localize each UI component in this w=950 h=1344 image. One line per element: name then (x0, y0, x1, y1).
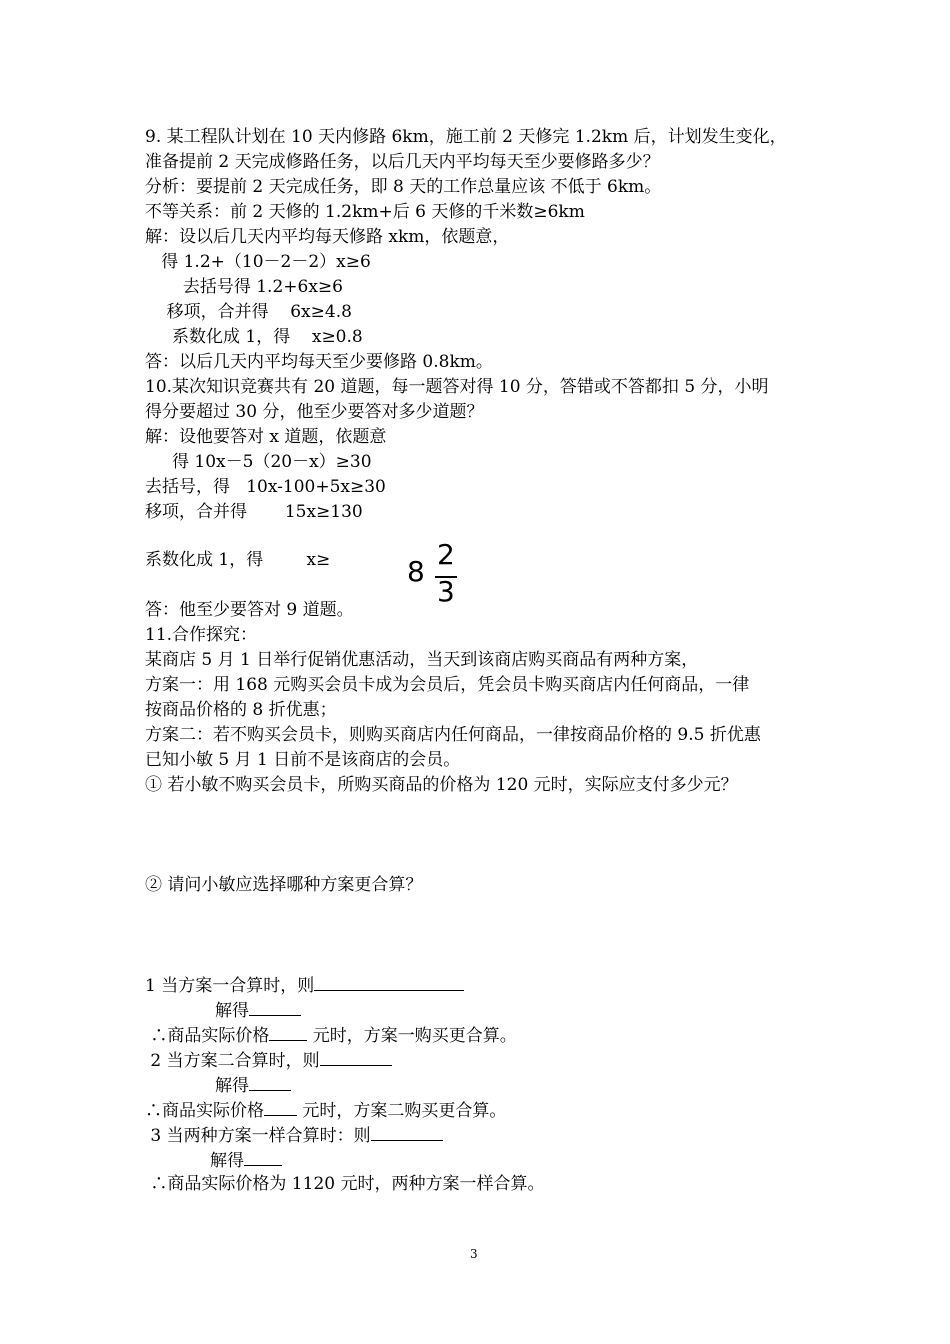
case-3-solve-line (210, 1147, 282, 1173)
case-2-solve-line (215, 1072, 291, 1098)
text-line: 不等关系：前 2 天修的 1.2km+后 6 天修的千米数≥6km (145, 202, 585, 222)
fraction-whole: 8 (407, 555, 425, 588)
text-line: 方案二：若不购买会员卡，则购买商店内任何商品，一律按商品价格的 9.5 折优惠 (145, 725, 761, 745)
text-line: 准备提前 2 天完成修路任务，以后几天内平均每天至少要修路多少？ (145, 152, 660, 172)
solve-label: 解得 (210, 1151, 244, 1171)
text-line: 得分要超过 30 分，他至少要答对多少道题？ (145, 402, 484, 422)
result-label: 元时，方案一购买更合算。 (307, 1026, 517, 1046)
case-2-label: 2 当方案二合算时，则 (145, 1051, 320, 1071)
text-line: 去括号，得 10x-100+5x≥30 (145, 477, 386, 497)
text-line: 得 10x－5（20－x）≥30 (145, 452, 372, 472)
case-1-line (145, 972, 464, 998)
case-2-result-line (145, 1097, 506, 1123)
answer-blank[interactable] (320, 1047, 392, 1066)
question-2: ② 请问小敏应选择哪种方案更合算？ (145, 875, 423, 895)
case-1-label: 1 当方案一合算时，则 (145, 976, 315, 996)
text-line: 9. 某工程队计划在 10 天内修路 6km，施工前 2 天修完 1.2km 后，计划发生变化， (145, 127, 787, 147)
result-label: ∴商品实际价格 (145, 1026, 270, 1046)
text-line: 10.某次知识竞赛共有 20 道题，每一题答对得 10 分，答错或不答都扣 5 分，小明 (145, 377, 769, 397)
answer-blank[interactable] (244, 1147, 282, 1166)
text-line: 已知小敏 5 月 1 日前不是该商店的会员。 (145, 750, 461, 770)
text-line: 某商店 5 月 1 日举行促销优惠活动，当天到该商店购买商品有两种方案， (145, 650, 699, 670)
page-number: 3 (470, 1247, 478, 1261)
case-3-label: 3 当两种方案一样合算时：则 (145, 1126, 371, 1146)
text-line: 11.合作探究： (145, 625, 258, 645)
question-1: ① 若小敏不购买会员卡，所购买商品的价格为 120 元时，实际应支付多少元？ (145, 775, 738, 795)
fraction-denominator: 3 (437, 575, 455, 608)
fraction-numerator: 2 (437, 538, 455, 571)
text-line: 按商品价格的 8 折优惠； (145, 700, 337, 720)
solve-label: 解得 (215, 1076, 249, 1096)
case-1-result-line (145, 1022, 517, 1048)
case-3-result-line: ∴商品实际价格为 1120 元时，两种方案一样合算。 (145, 1174, 545, 1194)
text-line: 系数化成 1，得 x≥0.8 (145, 327, 363, 347)
text-line: 移项，合并得 15x≥130 (145, 502, 363, 522)
answer-blank[interactable] (371, 1122, 443, 1141)
text-line: 去括号得 1.2+6x≥6 (145, 277, 343, 297)
answer-blank[interactable] (269, 1022, 307, 1041)
text-line: 解：设他要答对 x 道题，依题意 (145, 427, 387, 447)
answer-blank[interactable] (264, 1097, 297, 1116)
mixed-fraction (407, 540, 467, 610)
text-line: 方案一：用 168 元购买会员卡成为会员后，凭会员卡购买商店内任何商品，一律 (145, 675, 750, 695)
answer-blank[interactable] (249, 997, 301, 1016)
text-line: 移项，合并得 6x≥4.8 (145, 302, 352, 322)
result-label: 元时，方案二购买更合算。 (297, 1101, 507, 1121)
text-line: 答：他至少要答对 9 道题。 (145, 600, 354, 620)
case-2-line (145, 1047, 392, 1073)
result-label: ∴商品实际价格 (145, 1101, 264, 1121)
text-line: 分析：要提前 2 天完成任务，即 8 天的工作总量应该 不低于 6km。 (145, 177, 662, 197)
text-line: 解：设以后几天内平均每天修路 xkm，依题意， (145, 227, 510, 247)
answer-blank[interactable] (314, 972, 464, 991)
answer-blank[interactable] (249, 1072, 291, 1091)
text-line: 得 1.2+（10－2－2）x≥6 (145, 252, 371, 272)
case-1-solve-line (215, 997, 301, 1023)
text-line: 答：以后几天内平均每天至少要修路 0.8km。 (145, 352, 493, 372)
text-line: 系数化成 1，得 x≥ (145, 550, 331, 570)
case-3-line (145, 1122, 443, 1148)
solve-label: 解得 (215, 1001, 249, 1021)
